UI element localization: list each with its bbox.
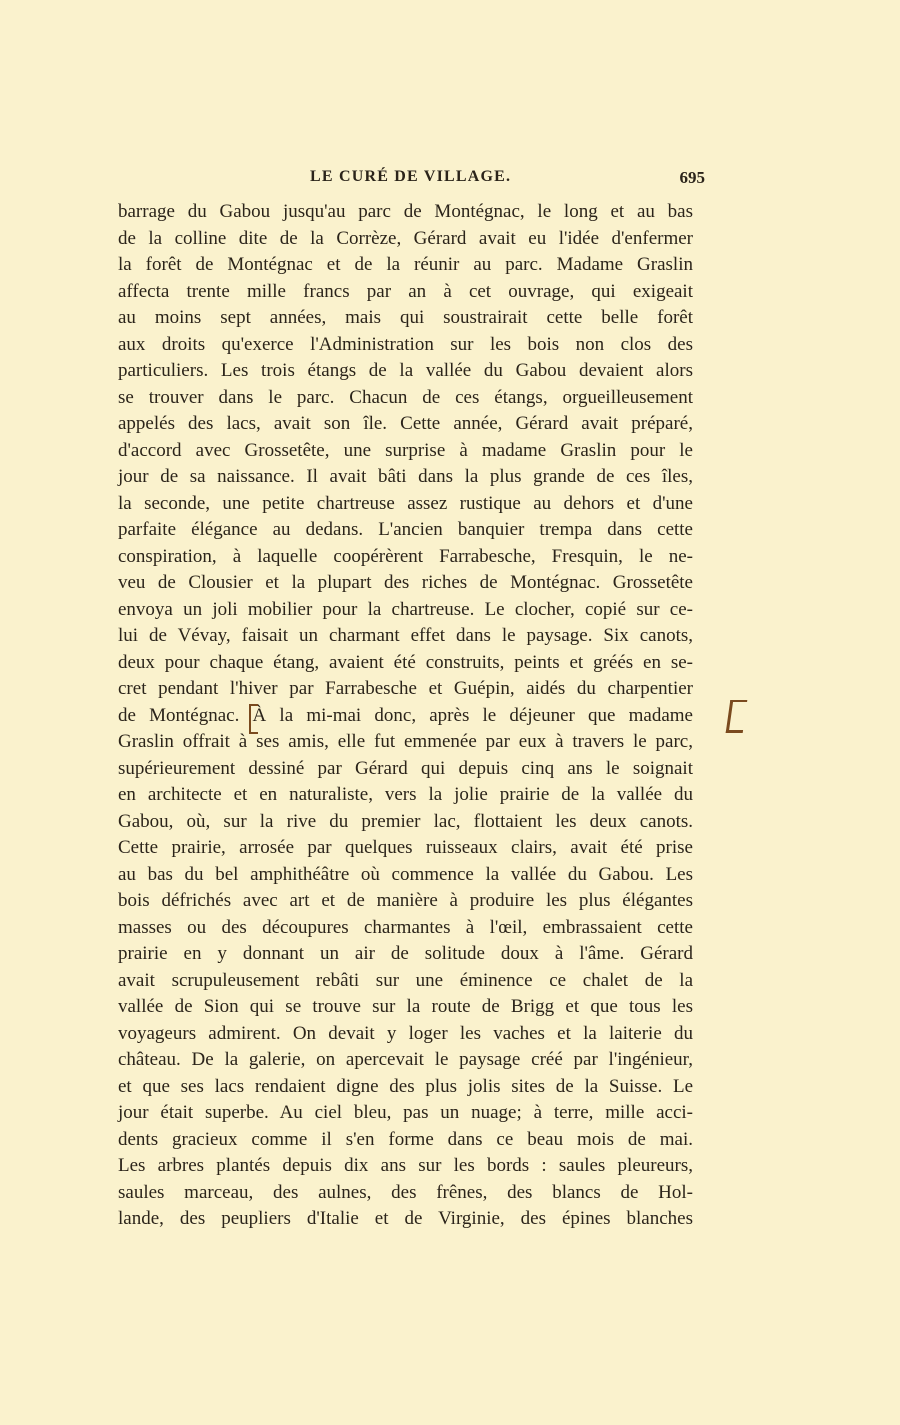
text-line (118, 676, 693, 703)
text-line-content: au bas du bel amphithéâtre où commence la vallée du Gabou. Les (118, 863, 693, 885)
text-line-content: cret pendant l'hiver par Farrabesche et Guépin, aidés du charpentier (118, 678, 693, 699)
text-line (118, 491, 693, 518)
text-line (118, 862, 693, 889)
text-line-content: Cette prairie, arrosée par quelques ruisseaux clairs, avait été prise (118, 837, 693, 858)
text-line-content: lande, des peupliers d'Italie et de Virginie, des épines blanches (118, 1208, 693, 1229)
margin-bracket-annotation (726, 700, 748, 733)
text-line (118, 1074, 693, 1101)
inline-bracket-annotation (249, 704, 258, 734)
text-line-content: Les arbres plantés depuis dix ans sur les bords : saules pleureurs, (118, 1155, 693, 1176)
text-line-content: envoya un joli mobilier pour la chartreuse. Le clocher, copié sur ce- (118, 598, 693, 620)
text-line (118, 994, 693, 1021)
text-line (118, 438, 693, 465)
text-line (118, 1153, 693, 1180)
text-line (118, 597, 693, 624)
text-line-content: masses ou des découpures charmantes à l'œil, embrassaient cette (118, 916, 693, 938)
text-line-content: lui de Vévay, faisait un charmant effet dans le paysage. Six canots, (118, 625, 693, 646)
text-line (118, 650, 693, 677)
text-line (118, 544, 693, 571)
text-line-content: château. De la galerie, on apercevait le paysage créé par l'ingénieur, (118, 1049, 693, 1070)
text-line-content: Graslin offrait à ses amis, elle fut emmenée par eux à travers le parc, (118, 731, 693, 752)
text-line (118, 411, 693, 438)
text-line (118, 305, 693, 332)
text-line-content: de Montégnac. À la mi-mai donc, après le déjeuner que madame (118, 704, 693, 726)
text-line (118, 1127, 693, 1154)
text-line (118, 915, 693, 942)
page-number: 695 (679, 168, 705, 187)
text-line (118, 385, 693, 412)
text-line-content: affecta trente mille francs par an à cet ouvrage, qui exigeait (118, 280, 693, 302)
text-line-content: de la colline dite de la Corrèze, Gérard avait eu l'idée d'enfermer (118, 227, 693, 249)
text-line (118, 835, 693, 862)
text-line (118, 570, 693, 597)
text-line (118, 809, 693, 836)
text-line (118, 1021, 693, 1048)
text-line (118, 888, 693, 915)
text-line (118, 968, 693, 995)
text-line-content: deux pour chaque étang, avaient été construits, peints et gréés en se- (118, 651, 693, 673)
text-line-content: voyageurs admirent. On devait y loger les vaches et la laiterie du (118, 1022, 693, 1044)
text-line (118, 703, 693, 730)
text-line-content: vallée de Sion qui se trouve sur la route de Brigg et que tous les (118, 996, 693, 1017)
text-line-content: jour était superbe. Au ciel bleu, pas un nuage; à terre, mille acci- (118, 1102, 693, 1123)
text-line-content: conspiration, à laquelle coopérèrent Farrabesche, Fresquin, le ne- (118, 545, 693, 567)
text-line (118, 252, 693, 279)
text-line (118, 729, 693, 756)
text-line-content: saules marceau, des aulnes, des frênes, des blancs de Hol- (118, 1181, 693, 1203)
text-line-content: la seconde, une petite chartreuse assez rustique au dehors et d'une (118, 492, 693, 514)
text-line-content: barrage du Gabou jusqu'au parc de Montégnac, le long et au bas (118, 201, 693, 222)
text-line (118, 941, 693, 968)
text-line (118, 623, 693, 650)
text-line (118, 464, 693, 491)
text-line (118, 1100, 693, 1127)
text-line (118, 782, 693, 809)
text-line (118, 226, 693, 253)
text-line-content: d'accord avec Grossetête, une surprise à madame Graslin pour le (118, 439, 693, 461)
text-line-content: en architecte et en naturaliste, vers la jolie prairie de la vallée du (118, 784, 693, 805)
text-line-content: au moins sept années, mais qui soustrairait cette belle forêt (118, 307, 693, 328)
text-line-content: appelés des lacs, avait son île. Cette année, Gérard avait préparé, (118, 413, 693, 434)
text-line (118, 199, 693, 226)
text-line-content: supérieurement dessiné par Gérard qui depuis cinq ans le soignait (118, 757, 693, 779)
text-line-content: avait scrupuleusement rebâti sur une éminence ce chalet de la (118, 969, 693, 991)
text-line-content: particuliers. Les trois étangs de la vallée du Gabou devaient alors (118, 360, 693, 381)
running-header (118, 168, 705, 192)
text-line-content: parfaite élégance au dedans. L'ancien banquier trempa dans cette (118, 519, 693, 540)
text-line-content: veu de Clousier et la plupart des riches de Montégnac. Grossetête (118, 572, 693, 593)
text-line-content: aux droits qu'exerce l'Administration sur les bois non clos des (118, 333, 693, 355)
text-line (118, 1047, 693, 1074)
text-line-content: prairie en y donnant un air de solitude doux à l'âme. Gérard (118, 943, 693, 964)
text-line-content: dents gracieux comme il s'en forme dans ce beau mois de mai. (118, 1128, 693, 1150)
text-line-content: et que ses lacs rendaient digne des plus jolis sites de la Suisse. Le (118, 1075, 693, 1097)
text-line (118, 756, 693, 783)
text-line (118, 332, 693, 359)
text-line-content: jour de sa naissance. Il avait bâti dans la plus grande de ces îles, (118, 466, 693, 487)
text-line-content: la forêt de Montégnac et de la réunir au parc. Madame Graslin (118, 254, 693, 275)
text-line (118, 1180, 693, 1207)
text-line-content: bois défrichés avec art et de manière à produire les plus élégantes (118, 890, 693, 911)
running-title: LE CURÉ DE VILLAGE. (310, 168, 512, 185)
text-line-content: se trouver dans le parc. Chacun de ces étangs, orgueilleusement (118, 386, 693, 408)
text-line (118, 1206, 693, 1233)
text-line (118, 517, 693, 544)
body-text (118, 199, 693, 1233)
text-line (118, 358, 693, 385)
text-line-content: Gabou, où, sur la rive du premier lac, flottaient les deux canots. (118, 810, 693, 832)
text-line (118, 279, 693, 306)
